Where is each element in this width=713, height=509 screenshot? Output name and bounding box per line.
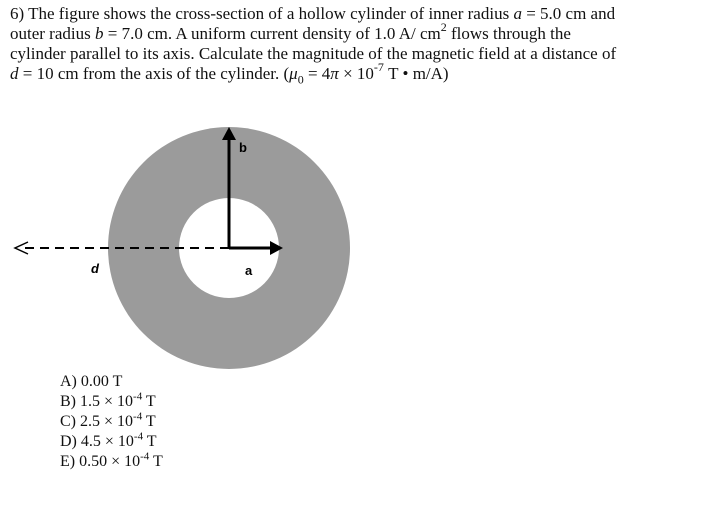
mu-subscript: 0 xyxy=(297,72,304,87)
question-line-3: cylinder parallel to its axis. Calculate the magnitude of the magnetic field at a distance of xyxy=(10,44,617,63)
exponent-minus-7: -7 xyxy=(373,60,384,75)
cylinder-diagram xyxy=(0,118,713,380)
label-d: d xyxy=(91,261,99,276)
question-line-4: d = 10 cm from the axis of the cylinder. ($\mu_0 = 4\pi \times 10^{-7}$ T • m/A) xyxy=(10,60,449,87)
choice-a[interactable]: A) 0.00 T xyxy=(60,373,123,390)
choice-d[interactable]: D) $4.5 \times 10^{-4}$ T xyxy=(60,430,157,450)
exponent-2: 2 xyxy=(440,20,447,35)
answer-choices xyxy=(60,372,163,472)
choice-e[interactable]: E) $0.50 \times 10^{-4}$ T xyxy=(60,450,163,470)
variable-d: d xyxy=(10,64,19,83)
question-line-2: outer radius b = 7.0 cm. A uniform current density of 1.0 A/ $cm^2$ flows through the xyxy=(10,20,571,43)
variable-a: a xyxy=(513,4,522,23)
question-text xyxy=(10,4,705,87)
label-a: a xyxy=(245,263,253,278)
label-b: b xyxy=(239,140,247,155)
question-number: 6) xyxy=(10,4,25,23)
choice-b[interactable]: B) $1.5 \times 10^{-4}$ T xyxy=(60,390,156,410)
mu-symbol: μ xyxy=(289,64,298,83)
pi-symbol: π xyxy=(330,64,339,83)
variable-b: b xyxy=(94,24,104,43)
question-line-1: 6) The figure shows the cross-section of a hollow cylinder of inner radius a = 5.0 cm and xyxy=(10,4,616,23)
choice-c[interactable]: C) $2.5 \times 10^{-4}$ T xyxy=(60,410,156,430)
cylinder-figure xyxy=(0,118,713,380)
